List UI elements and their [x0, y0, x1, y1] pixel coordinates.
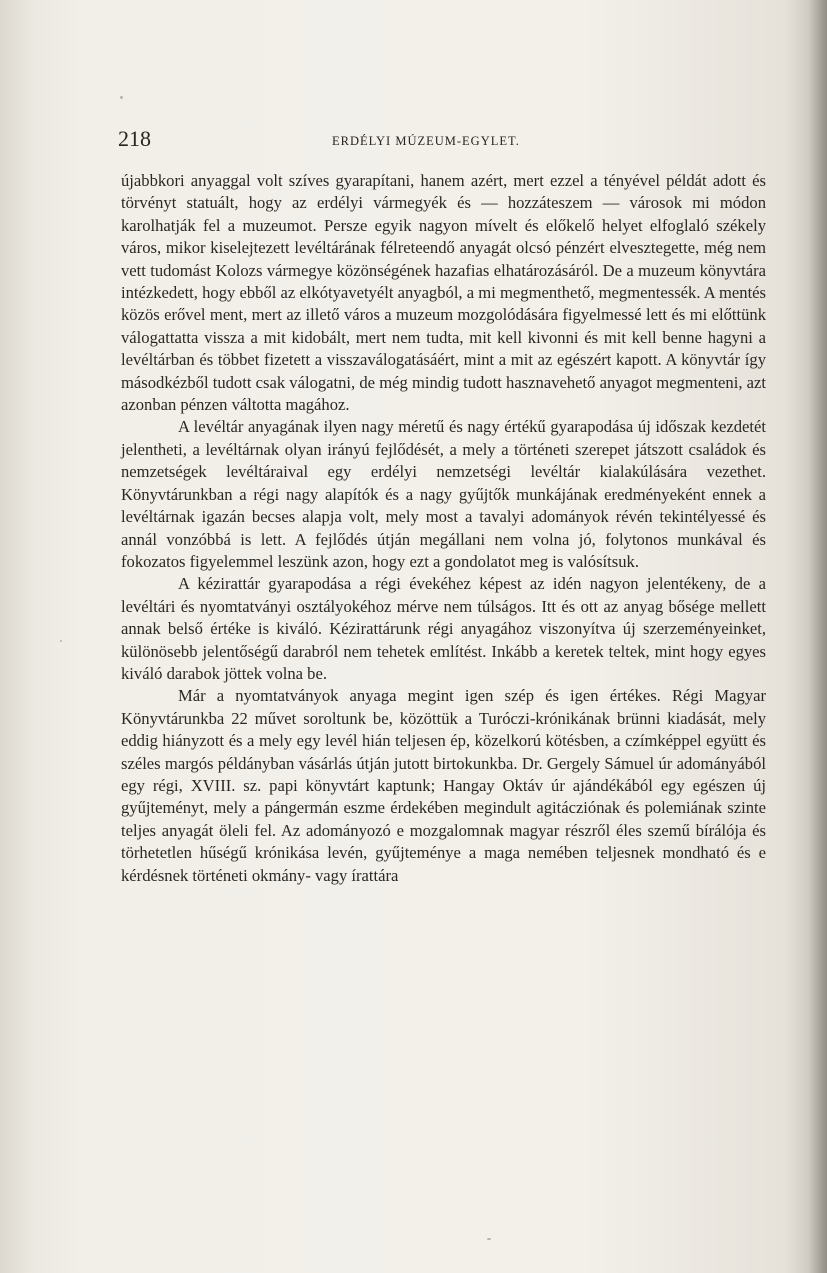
paper-speck [60, 640, 62, 642]
paper-speck [120, 96, 123, 99]
body-text [121, 170, 766, 887]
page-number: 218 [118, 126, 151, 151]
paragraph-3: A kézirattár gyarapodása a régi évekéhez képest az idén nagyon jelentékeny, de a levéltári és nyomtatványi osztályokéhoz mérve nem túlságos. Itt és ott az anyag bősége mellett annak belső értéke is kiváló. Kézirattárunk régi anyagához viszonyítva új szerzeményeinket, különösebb jelentőségű darabról nem tehetek említést. Inkább a keretek teltek, mint hogy egyes kiváló darabok jöttek volna be. [121, 574, 766, 683]
paper-speck [487, 1238, 491, 1240]
page-edge-shadow [809, 0, 827, 1273]
paragraph-4: Már a nyomtatványok anyaga megint igen szép és igen értékes. Régi Magyar Könyvtárunkba 22 művet soroltunk be, közöttük a Turóczi-krónikának brünni kiadását, mely eddig hiányzott és a mely egy levél hián teljesen ép, közelkorú kötésben, a czímképpel együtt és széles margós példányban vásárlás útján jutott birtokunkba. Dr. Gergely Sámuel úr adományából egy régi, XVIII. sz. papi könyvtárt kaptunk; Hangay Oktáv úr ajándékából egy egészen új gyűjteményt, mely a pángermán eszme érdekében megindult agitácziónak és polemiának szinte teljes anyagát öleli fel. Az adományozó e mozgalomnak magyar részről éles szemű bírálója és törhetetlen hűségű krónikása levén, gyűjteménye a maga nemében teljesnek mondható és e kérdésnek történeti okmány- vagy írattára [121, 686, 766, 885]
paragraph-1: újabbkori anyaggal volt szíves gyarapítani, hanem azért, mert ezzel a tényével példát adott és törvényt statuált, hogy az erdélyi vármegyék és — hozzáteszem — városok mi módon karolhatják fel a muzeumot. Persze egyik nagyon mívelt és előkelő helyet elfoglaló székely város, mikor kiselejtezett levéltárának félreteendő anyagát olcsó pénzért elvesztegette, még nem vett tudomást Kolozs vármegye közönségének hazafias elhatározásáról. De a muzeum könyvtára intézkedett, hogy ebből az elkótyavetyélt anyagból, a mi megmenthető, megmentessék. A mentés közös erővel ment, mert az illető város a muzeum mozgolódására figyelmessé lett és mi előttünk válogattatta vissza a mit kidobált, mert nem tudta, mit kell kivonni és mit kell benne hagyni a levéltárban és többet fizetett a visszaválogatásáért, mint a mit az egészért kapott. A könyvtár így másodkézből tudott csak válogatni, de még mindig tudott hasznavehető anyagot megmenteni, azt azonban pénzen váltotta magához. [121, 171, 766, 415]
paragraph-2: A levéltár anyagának ilyen nagy méretű és nagy értékű gyarapodása új időszak kezdetét jelentheti, a levéltárnak olyan irányú fejlődését, a mely a történeti szerepet játszott családok és nemzetségek levéltáraival egy erdélyi nemzetségi levéltár kialakúlására vezethet. Könyvtárunkban a régi nagy alapítók és a nagy gyűjtők munkájának eredményeként ennek a levéltárnak igazán becses alapja volt, mely most a tavalyi adományok révén tekintélyessé és annál vonzóbbá is lett. A fejlődés útján megállani nem volna jó, folytonos munkával és fokozatos figyelemmel leszünk azon, hogy ezt a gondolatot meg is valósítsuk. [121, 417, 766, 571]
running-head [118, 126, 768, 150]
running-title: ERDÉLYI MÚZEUM-EGYLET. [332, 134, 520, 148]
